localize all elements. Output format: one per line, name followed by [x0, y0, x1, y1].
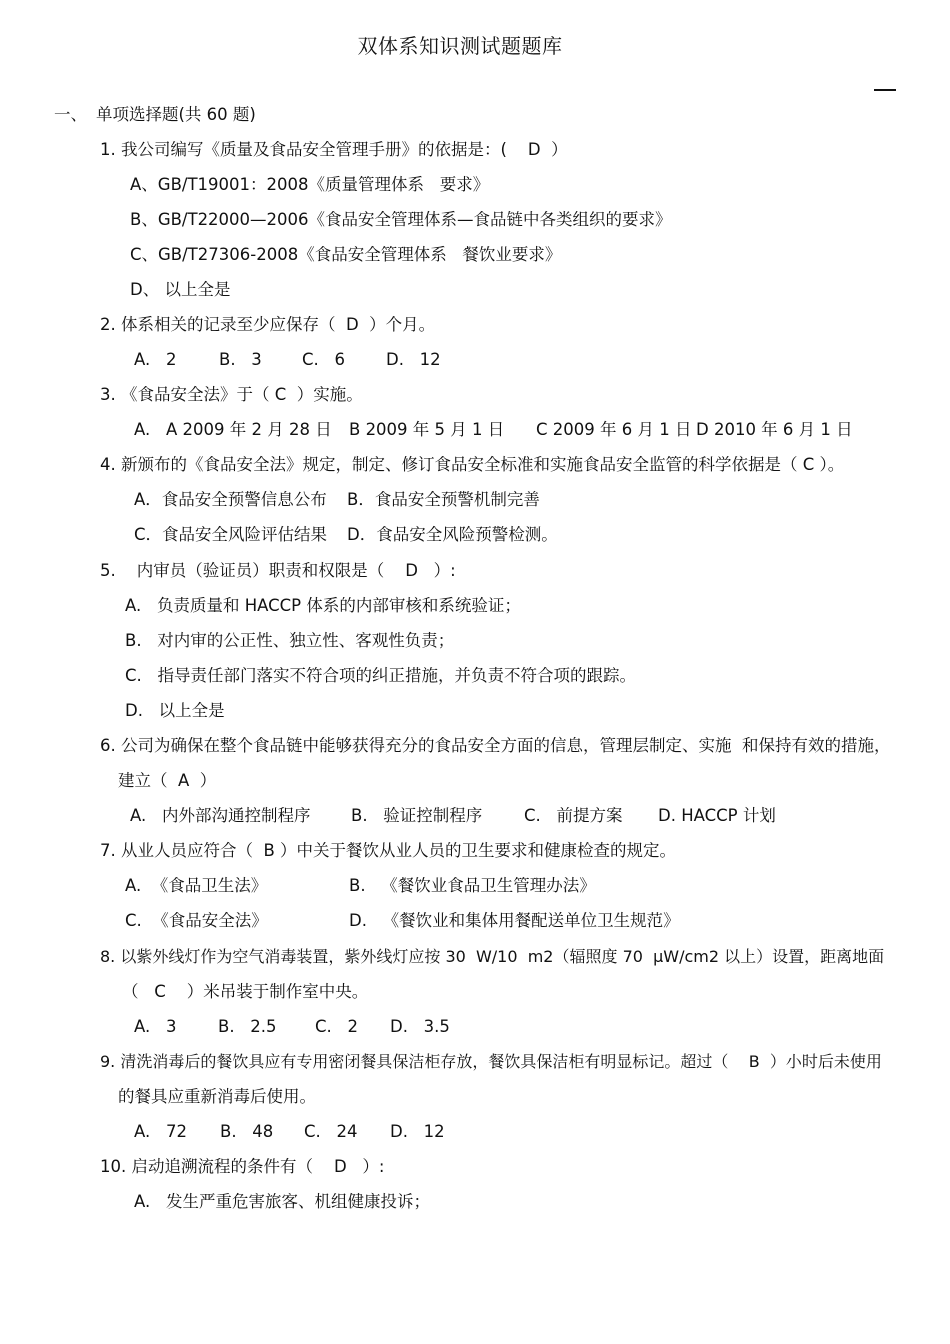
question-3-option-a: A. A 2009 年 2 月 28 日	[134, 420, 332, 439]
question-6-option-b: B. 验证控制程序	[351, 806, 483, 825]
question-10-stem: 10. 启动追溯流程的条件有（ D ）:	[100, 1157, 385, 1176]
question-3-option-d: D 2010 年 6 月 1 日	[696, 420, 853, 439]
question-4-option-a: A．食品安全预警信息公布	[134, 490, 327, 509]
question-9-option-d: D. 12	[390, 1122, 445, 1141]
question-8-option-b: B. 2.5	[218, 1017, 277, 1036]
question-1-option-a: A、GB/T19001：2008《质量管理体系 要求》	[130, 175, 490, 194]
question-6-stem-continued: 建立（ A ）	[118, 771, 217, 790]
question-2-option-d: D. 12	[386, 350, 441, 369]
corner-dash	[874, 89, 896, 91]
question-3-option-c: C 2009 年 6 月 1 日	[536, 420, 692, 439]
question-1-option-b: B、GB/T22000—2006《食品安全管理体系—食品链中各类组织的要求》	[130, 210, 672, 229]
question-8-stem-continued: （ C ）米吊装于制作室中央。	[122, 982, 369, 1001]
question-1-option-d: D、 以上全是	[130, 280, 231, 299]
question-5-option-b: B. 对内审的公正性、独立性、客观性负责；	[125, 631, 455, 650]
section-heading: 单项选择题(共 60 题)	[96, 105, 256, 124]
question-1-option-c: C、GB/T27306-2008《食品安全管理体系 餐饮业要求》	[130, 245, 562, 264]
question-4-option-d: D．食品安全风险预警检测。	[347, 525, 558, 544]
question-5-option-a: A. 负责质量和 HACCP 体系的内部审核和系统验证；	[125, 596, 521, 615]
question-4-option-c: C．食品安全风险评估结果	[134, 525, 328, 544]
page-title: 双体系知识测试题题库	[357, 34, 563, 58]
question-7-option-d: D. 《餐饮业和集体用餐配送单位卫生规范》	[349, 911, 680, 930]
question-8-option-a: A. 3	[134, 1017, 177, 1036]
question-9-stem-continued: 的餐具应重新消毒后使用。	[118, 1087, 316, 1106]
question-8-stem: 8. 以紫外线灯作为空气消毒装置，紫外线灯应按 30 W/10 m2（辐照度 70 μW/cm2 以上）设置，距离地面	[100, 947, 885, 966]
question-7-stem: 7. 从业人员应符合（ B ）中关于餐饮从业人员的卫生要求和健康检查的规定。	[100, 841, 677, 860]
question-2-stem: 2. 体系相关的记录至少应保存（ D ）个月。	[100, 315, 436, 334]
question-1-stem: 1. 我公司编写《质量及食品安全管理手册》的依据是：( D ）	[100, 140, 568, 159]
section-number: 一、	[54, 105, 87, 124]
question-7-option-a: A. 《食品卫生法》	[125, 876, 268, 895]
question-6-option-d: D. HACCP 计划	[658, 806, 776, 825]
question-3-stem: 3. 《食品安全法》于（ C ）实施。	[100, 385, 363, 404]
question-5-stem: 5. 内审员（验证员）职责和权限是（ D ）:	[100, 561, 456, 580]
question-9-stem: 9. 清洗消毒后的餐饮具应有专用密闭餐具保洁柜存放，餐饮具保洁柜有明显标记。超过（ B ）小时后未使用	[100, 1052, 882, 1071]
question-9-option-b: B. 48	[220, 1122, 274, 1141]
question-6-option-a: A. 内外部沟通控制程序	[130, 806, 311, 825]
question-7-option-b: B. 《餐饮业食品卫生管理办法》	[349, 876, 596, 895]
question-5-option-d: D. 以上全是	[125, 701, 225, 720]
question-3-option-b: B 2009 年 5 月 1 日	[349, 420, 505, 439]
question-8-option-c: C. 2	[315, 1017, 358, 1036]
question-8-option-d: D. 3.5	[390, 1017, 450, 1036]
question-6-stem: 6. 公司为确保在整个食品链中能够获得充分的食品安全方面的信息，管理层制定、实施 和保持有效的措施，	[100, 736, 891, 755]
question-4-option-b: B．食品安全预警机制完善	[347, 490, 540, 509]
question-4-stem: 4. 新颁布的《食品安全法》规定，制定、修订食品安全标准和实施食品安全监管的科学依据是（ C ）。	[100, 455, 845, 474]
question-9-option-a: A. 72	[134, 1122, 187, 1141]
question-2-option-a: A. 2	[134, 350, 177, 369]
question-2-option-b: B. 3	[219, 350, 262, 369]
question-7-option-c: C. 《食品安全法》	[125, 911, 268, 930]
question-2-option-c: C. 6	[302, 350, 345, 369]
question-9-option-c: C. 24	[304, 1122, 358, 1141]
question-10-option-a: A. 发生严重危害旅客、机组健康投诉；	[134, 1192, 430, 1211]
question-5-option-c: C. 指导责任部门落实不符合项的纠正措施，并负责不符合项的跟踪。	[125, 666, 637, 685]
question-6-option-c: C. 前提方案	[524, 806, 623, 825]
